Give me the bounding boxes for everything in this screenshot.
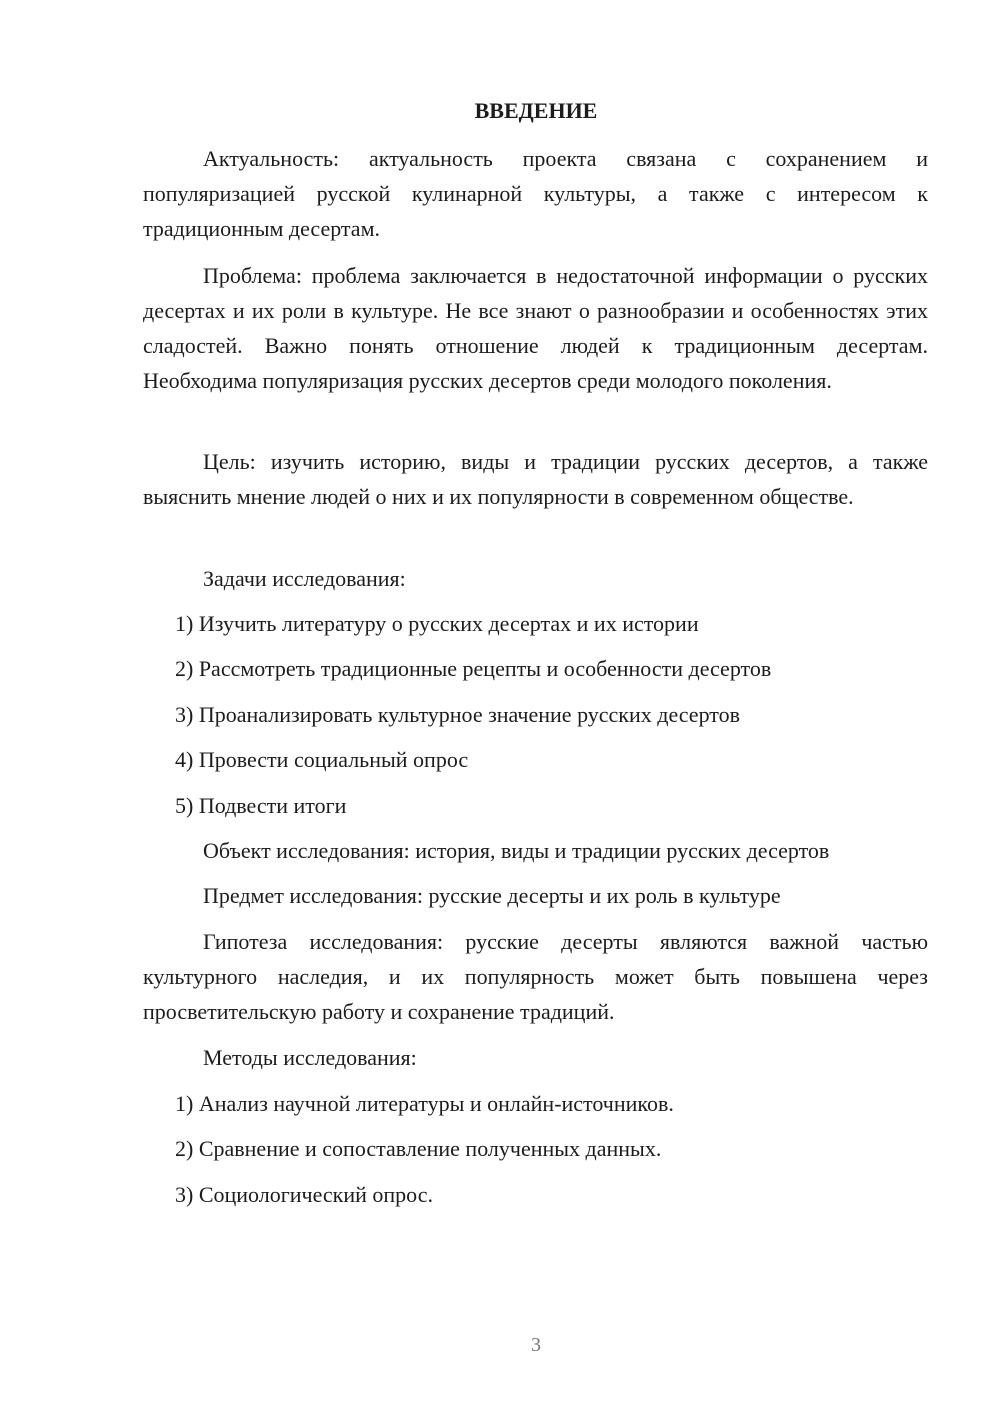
paragraph-goal: Цель: изучить историю, виды и традиции русских десертов, а также выяснить мнение людей о них и их популярности в современном обществе. bbox=[143, 449, 928, 509]
method-item: 3) Социологический опрос. bbox=[175, 1182, 433, 1207]
task-item: 4) Провести социальный опрос bbox=[175, 747, 469, 772]
page-number: 3 bbox=[531, 1334, 541, 1356]
research-subject: Предмет исследования: русские десерты и их роль в культуре bbox=[203, 883, 781, 908]
paragraph-hypothesis: Гипотеза исследования: русские десерты являются важной частью культурного наследия, и их популярность может быть повышена через просветительскую работу и сохранение традиций. bbox=[143, 929, 928, 1024]
task-item: 5) Подвести итоги bbox=[175, 793, 347, 818]
paragraph-relevance: Актуальность: актуальность проекта связана с сохранением и популяризацией русской кулинарной культуры, а также с интересом к традиционным десертам. bbox=[143, 146, 928, 241]
task-item: 1) Изучить литературу о русских десертах и их истории bbox=[175, 611, 699, 636]
methods-title: Методы исследования: bbox=[203, 1045, 417, 1070]
task-item: 2) Рассмотреть традиционные рецепты и особенности десертов bbox=[175, 656, 772, 681]
paragraph-problem: Проблема: проблема заключается в недостаточной информации о русских десертах и их роли в культуре. Не все знают о разнообразии и особенностях этих сладостей. Важно понять отношение людей к традиционным десертам. Необходима популяризация русских десертов среди молодого поколения. bbox=[143, 263, 928, 393]
tasks-title: Задачи исследования: bbox=[203, 566, 406, 591]
task-item: 3) Проанализировать культурное значение русских десертов bbox=[175, 702, 740, 727]
research-object: Объект исследования: история, виды и традиции русских десертов bbox=[203, 838, 830, 863]
method-item: 2) Сравнение и сопоставление полученных данных. bbox=[175, 1136, 662, 1161]
page-title: ВВЕДЕНИЕ bbox=[474, 98, 598, 123]
method-item: 1) Анализ научной литературы и онлайн-источников. bbox=[175, 1091, 674, 1116]
